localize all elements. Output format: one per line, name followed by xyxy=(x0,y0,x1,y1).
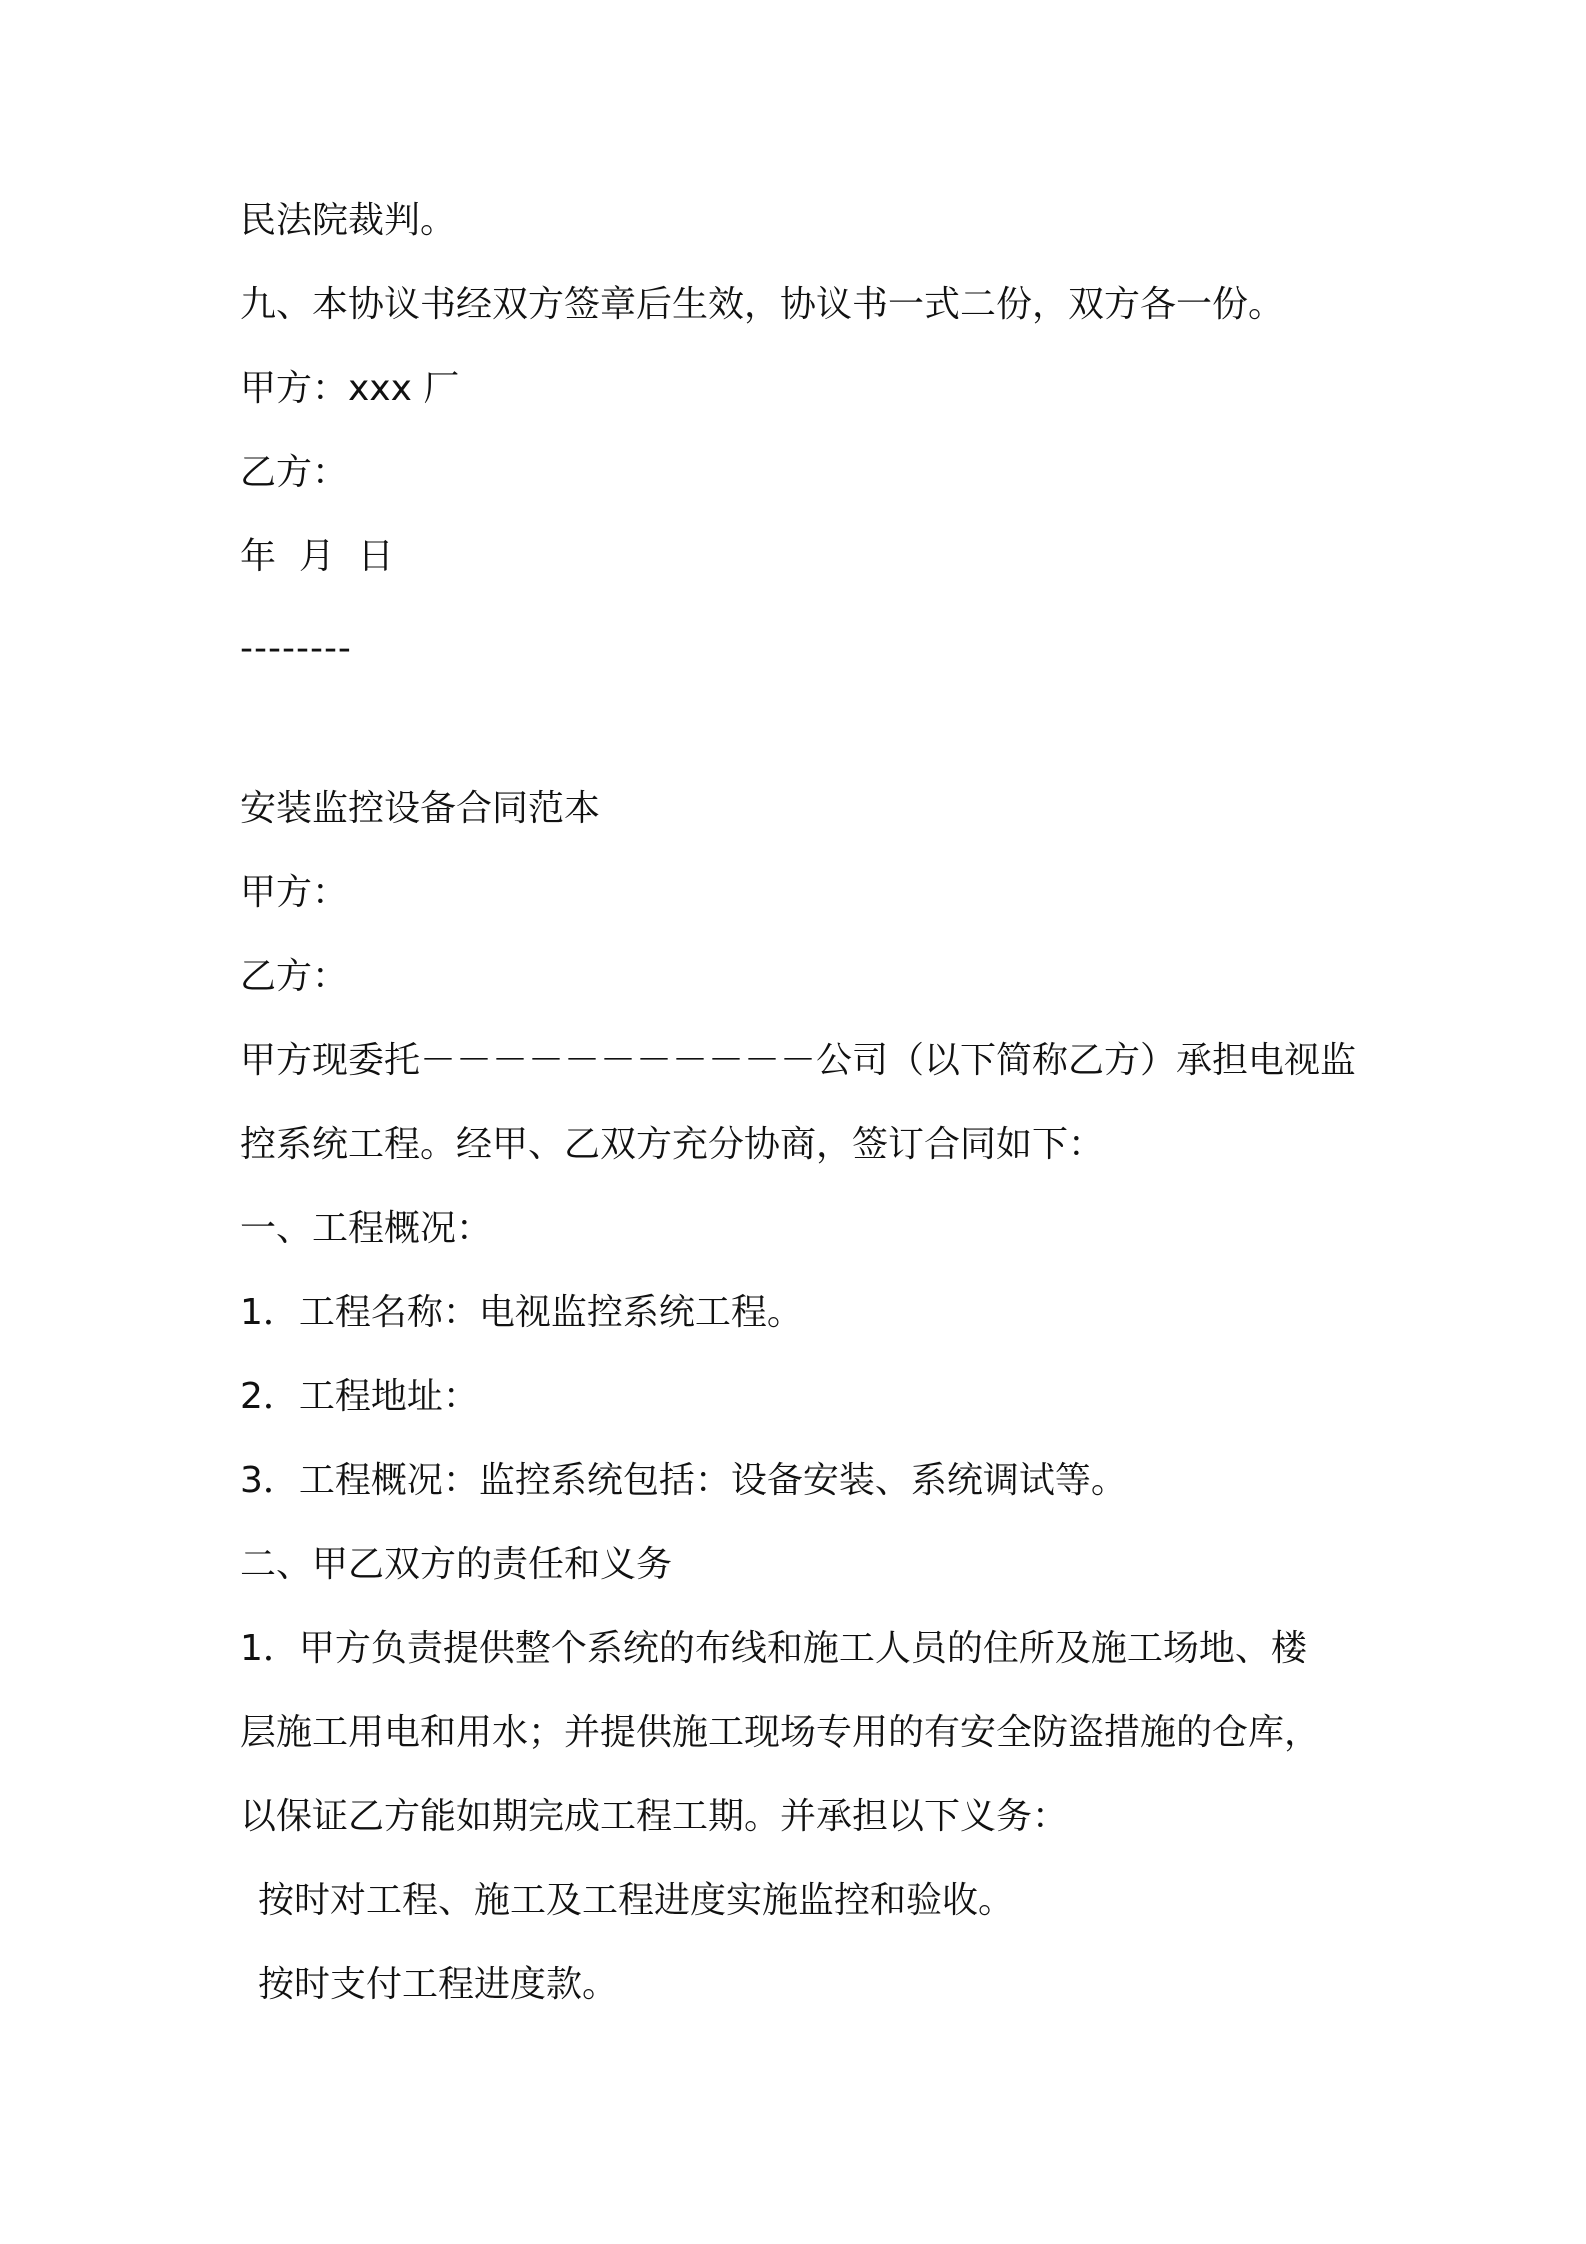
signature-party-b: 乙方： xyxy=(240,452,349,493)
project-address-item: 2．工程地址： xyxy=(240,1376,479,1417)
party-a-duty-line-2: 层施工用电和用水；并提供施工现场专用的有安全防盗措施的仓库， xyxy=(240,1712,1321,1753)
signature-date: 年 月 日 xyxy=(240,536,394,577)
clause-nine: 九、本协议书经双方签章后生效，协议书一式二份，双方各一份。 xyxy=(240,284,1285,325)
party-a-duty-line-1: 1．甲方负责提供整个系统的布线和施工人员的住所及施工场地、楼 xyxy=(240,1628,1307,1669)
obligation-item: 按时支付工程进度款。 xyxy=(258,1964,619,2005)
section-two-heading: 二、甲乙双方的责任和义务 xyxy=(240,1544,673,1585)
previous-clause-ending: 民法院裁判。 xyxy=(240,200,457,241)
contract-intro-line-1: 甲方现委托－－－－－－－－－－－公司（以下简称乙方）承担电视监 xyxy=(240,1040,1357,1081)
signature-party-a: 甲方：xxx 厂 xyxy=(240,368,460,409)
section-separator: -------- xyxy=(240,628,352,669)
contract-party-b: 乙方： xyxy=(240,956,349,997)
project-name-item: 1．工程名称：电视监控系统工程。 xyxy=(240,1292,803,1333)
obligation-item: 按时对工程、施工及工程进度实施监控和验收。 xyxy=(258,1880,1015,1921)
contract-title: 安装监控设备合同范本 xyxy=(240,788,601,829)
section-one-heading: 一、工程概况： xyxy=(240,1208,493,1249)
project-overview-item: 3．工程概况：监控系统包括：设备安装、系统调试等。 xyxy=(240,1460,1127,1501)
contract-party-a: 甲方： xyxy=(240,872,349,913)
party-a-duty-line-3: 以保证乙方能如期完成工程工期。并承担以下义务： xyxy=(240,1796,1069,1837)
contract-intro-line-2: 控系统工程。经甲、乙双方充分协商，签订合同如下： xyxy=(240,1124,1105,1165)
